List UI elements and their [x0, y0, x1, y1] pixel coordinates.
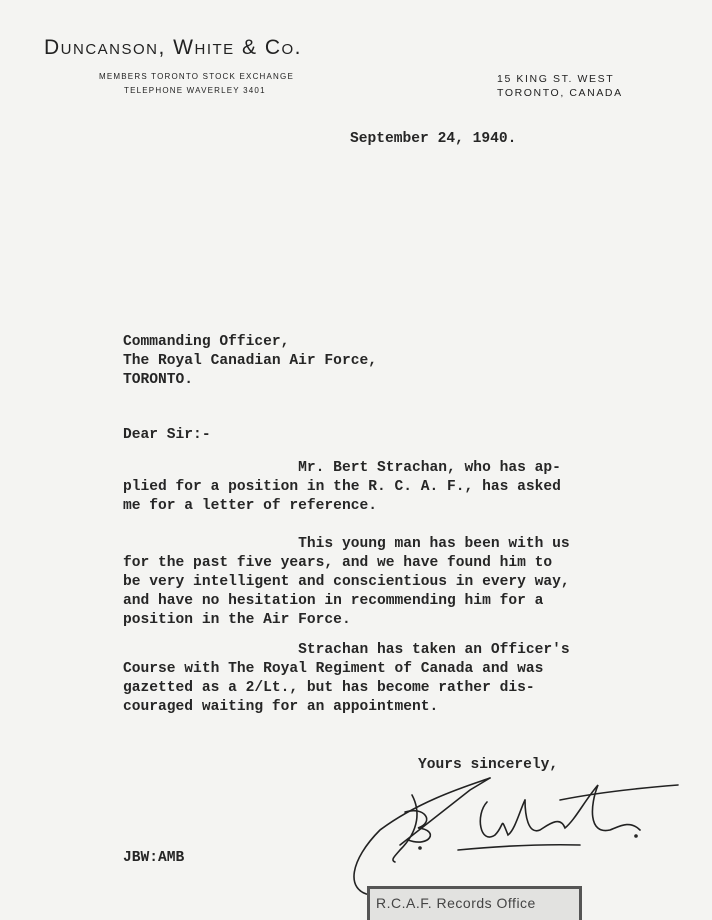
firm-name: Duncanson, White & Co. [44, 36, 303, 59]
text-line: and have no hesitation in recommending him for a [123, 593, 544, 609]
recipient-line: The Royal Canadian Air Force, [123, 353, 377, 369]
text-line: Strachan has taken an Officer's [123, 642, 570, 658]
text-line: for the past five years, and we have found him to [123, 555, 553, 571]
text-line: Course with The Royal Regiment of Canada and was [123, 661, 544, 677]
text-line: This young man has been with us [123, 536, 570, 552]
letterhead-line2: TELEPHONE WAVERLEY 3401 [124, 86, 266, 95]
typist-initials: JBW:AMB [123, 850, 185, 866]
text-line: Mr. Bert Strachan, who has ap- [123, 460, 561, 476]
closing: Yours sincerely, [418, 757, 559, 773]
recipient-line: Commanding Officer, [123, 334, 290, 350]
recipient-line: TORONTO. [123, 372, 194, 388]
text-line: gazetted as a 2/Lt., but has become rather dis- [123, 680, 535, 696]
letter-date: September 24, 1940. [350, 131, 517, 147]
records-office-stamp: R.C.A.F. Records Office [367, 886, 582, 920]
salutation: Dear Sir:- [123, 427, 211, 443]
text-line: me for a letter of reference. [123, 498, 377, 514]
letterhead-line1: MEMBERS TORONTO STOCK EXCHANGE [99, 72, 294, 81]
text-line: be very intelligent and conscientious in every way, [123, 574, 570, 590]
text-line: plied for a position in the R. C. A. F., has asked [123, 479, 561, 495]
text-line: position in the Air Force. [123, 612, 351, 628]
address-line2: TORONTO, CANADA [497, 87, 623, 99]
address-line1: 15 KING ST. WEST [497, 73, 615, 85]
text-line: couraged waiting for an appointment. [123, 699, 439, 715]
